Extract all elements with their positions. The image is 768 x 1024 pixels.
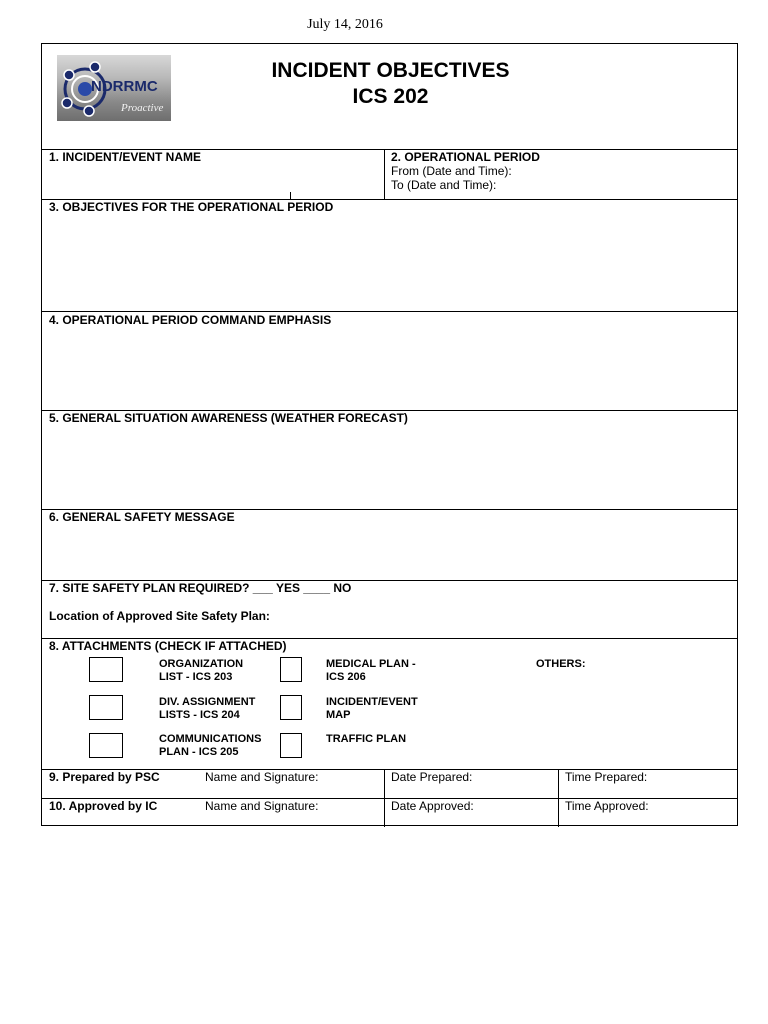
medical-plan-label: ICS 206 (326, 671, 366, 683)
date-prepared-label: Date Prepared: (391, 770, 473, 784)
site-safety-plan-label: 7. SITE SAFETY PLAN REQUIRED? ___ YES ____ NO (49, 581, 352, 595)
safety-message-label: 6. GENERAL SAFETY MESSAGE (49, 510, 235, 524)
divider (384, 769, 385, 827)
traffic-plan-checkbox[interactable] (280, 733, 302, 758)
period-to-label: To (Date and Time): (391, 178, 497, 192)
divider (558, 769, 559, 827)
period-from-label: From (Date and Time): (391, 164, 512, 178)
command-emphasis-label: 4. OPERATIONAL PERIOD COMMAND EMPHASIS (49, 313, 332, 327)
event-map-label: INCIDENT/EVENT (326, 696, 418, 708)
logo-wordmark: NDRRMC (91, 78, 158, 95)
logo-tagline: Proactive (121, 102, 164, 114)
attachments-heading: 8. ATTACHMENTS (CHECK IF ATTACHED) (49, 639, 287, 653)
form-title: INCIDENT OBJECTIVES (271, 59, 510, 82)
medical-plan-checkbox[interactable] (280, 657, 302, 682)
ndrrmc-logo (57, 55, 171, 121)
site-safety-location-label: Location of Approved Site Safety Plan: (49, 609, 270, 623)
div-assignment-label: LISTS - ICS 204 (159, 709, 240, 721)
form-code: ICS 202 (352, 85, 429, 108)
date-approved-label: Date Approved: (391, 799, 474, 813)
approved-by-label: 10. Approved by IC (49, 799, 158, 813)
divider (290, 192, 291, 199)
org-list-checkbox[interactable] (89, 657, 123, 682)
communications-label: PLAN - ICS 205 (159, 746, 239, 758)
prepared-by-label: 9. Prepared by PSC (49, 770, 160, 784)
approved-name-signature-label: Name and Signature: (205, 799, 319, 813)
communications-label: COMMUNICATIONS (159, 733, 262, 745)
medical-plan-label: MEDICAL PLAN - (326, 658, 416, 670)
divider (42, 311, 737, 312)
traffic-plan-label: TRAFFIC PLAN (326, 733, 407, 745)
event-map-checkbox[interactable] (280, 695, 302, 720)
org-list-label: LIST - ICS 203 (159, 671, 233, 683)
operational-period-label: 2. OPERATIONAL PERIOD (391, 150, 540, 164)
time-approved-label: Time Approved: (565, 799, 649, 813)
divider (384, 149, 385, 199)
event-map-label: MAP (326, 709, 351, 721)
ics-202-form (41, 43, 738, 826)
objectives-label: 3. OBJECTIVES FOR THE OPERATIONAL PERIOD (49, 200, 334, 214)
incident-name-label: 1. INCIDENT/EVENT NAME (49, 150, 202, 164)
situation-awareness-label: 5. GENERAL SITUATION AWARENESS (WEATHER FORECAST) (49, 411, 408, 425)
org-list-label: ORGANIZATION (159, 658, 244, 670)
time-prepared-label: Time Prepared: (565, 770, 648, 784)
div-assignment-label: DIV. ASSIGNMENT (159, 696, 256, 708)
others-label: OTHERS: (536, 658, 586, 670)
prepared-name-signature-label: Name and Signature: (205, 770, 319, 784)
div-assignment-checkbox[interactable] (89, 695, 123, 720)
header-date: July 14, 2016 (307, 17, 383, 32)
communications-checkbox[interactable] (89, 733, 123, 758)
